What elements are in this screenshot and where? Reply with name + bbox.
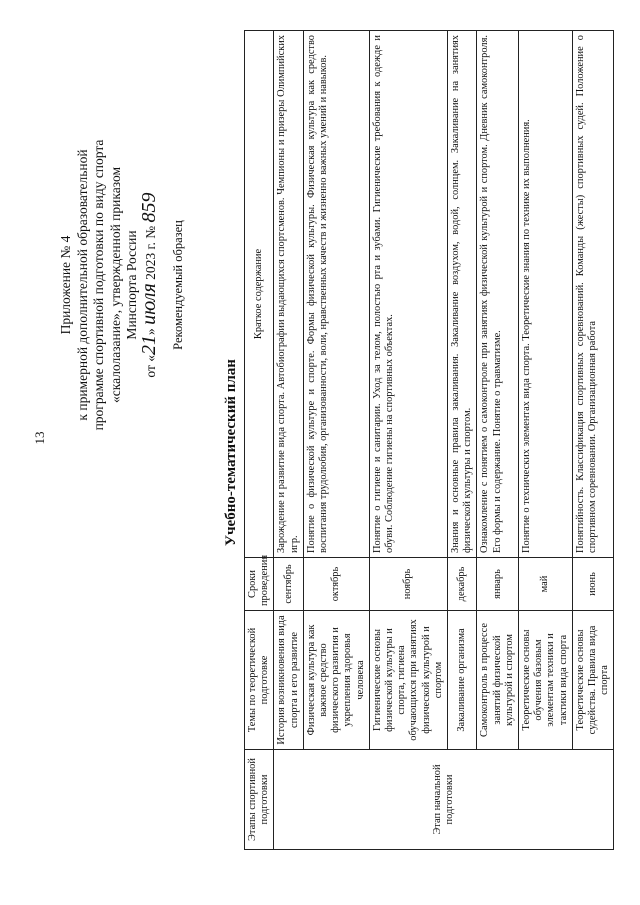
- sample-label: Рекомендуемый образец: [170, 220, 185, 350]
- appendix-line: программе спортивной подготовки по виду спорта: [91, 139, 107, 431]
- topic-cell: Гигиенические основы физической культуры и спорта, гигиена обучающихся при занятиях физической культурой и спортом: [369, 611, 447, 750]
- plan-table: [244, 30, 614, 850]
- term-cell: июнь: [572, 558, 614, 611]
- table-row: [303, 31, 369, 850]
- table-row: [274, 31, 303, 850]
- appendix-line: Приложение № 4: [58, 235, 73, 335]
- page-number: 13: [32, 431, 47, 445]
- plan-title: Учебно-тематический план: [223, 359, 239, 546]
- table-row: [477, 31, 519, 850]
- content-cell: Зарождение и развитие вида спорта. Автобиографии выдающихся спортсменов. Чемпионы и призеры Олимпийских игр.: [274, 31, 303, 558]
- handwritten-month: июля: [137, 283, 160, 325]
- term-cell: май: [519, 558, 573, 611]
- appendix-line: «скалолазание», утвержденной приказом: [107, 166, 123, 404]
- topic-cell: Самоконтроль в процессе занятий физической культурой и спортом: [477, 611, 519, 750]
- topic-cell: Закаливание организма: [448, 611, 477, 750]
- order-line: от «21» июля 2023 г. № 859: [137, 192, 160, 378]
- content-cell: Понятие о гигиене и санитарии. Уход за телом, полостью рта и зубами. Гигиенические требования к одежде и обуви. Соблюдение гигиены на спортивных объектах.: [369, 31, 447, 558]
- handwritten-day: 21: [137, 334, 160, 355]
- header-topic: Темы по теоретической подготовке: [245, 611, 274, 750]
- appendix-header: [58, 35, 186, 535]
- stage-cell: Этап начальной подготовки: [274, 750, 614, 850]
- content-cell: Ознакомление с понятием о самоконтроле при занятиях физической культурой и спортом. Дневник самоконтроля. Его формы и содержание. Понятие о травматизме.: [477, 31, 519, 558]
- table-header-row: [245, 31, 274, 850]
- content-cell: Знания и основные правила закаливания. Закаливание воздухом, водой, солнцем. Закаливание на занятиях физической культуры и спортом.: [448, 31, 477, 558]
- term-cell: январь: [477, 558, 519, 611]
- content-cell: Понятийность. Классификация спортивных соревнований. Команды (жесты) спортивных судей. Положение о спортивном соревновании. Организационная работа: [572, 31, 614, 558]
- term-cell: октябрь: [303, 558, 369, 611]
- handwritten-order-number: 859: [137, 192, 160, 223]
- content-cell: Понятие о физической культуре и спорте. Формы физической культуры. Физическая культура как средство воспитания трудолюбия, организованности, воли, нравственных качеств и жизненно важных умений и навыков.: [303, 31, 369, 558]
- content-cell: Понятие о технических элементах вида спорта. Теоретические знания по технике их выполнения.: [519, 31, 573, 558]
- table-row: [369, 31, 447, 850]
- term-cell: сентябрь: [274, 558, 303, 611]
- header-content: Краткое содержание: [245, 31, 274, 558]
- term-cell: ноябрь: [369, 558, 447, 611]
- topic-cell: История возникновения вида спорта и его развитие: [274, 611, 303, 750]
- header-stage: Этапы спортивной подготовки: [245, 750, 274, 850]
- appendix-line: к примерной дополнительной образовательной: [74, 149, 90, 421]
- topic-cell: Теоретические основы судейства. Правила вида спорта: [572, 611, 614, 750]
- topic-cell: Физическая культура как важное средство физического развития и укрепления здоровья человека: [303, 611, 369, 750]
- topic-cell: Теоретические основы обучения базовым элементам техники и тактики вида спорта: [519, 611, 573, 750]
- table-row: [572, 31, 614, 850]
- header-term: Сроки проведения: [245, 558, 274, 611]
- appendix-line: Минспорта России: [124, 230, 140, 340]
- table-row: [519, 31, 573, 850]
- term-cell: декабрь: [448, 558, 477, 611]
- table-row: [448, 31, 477, 850]
